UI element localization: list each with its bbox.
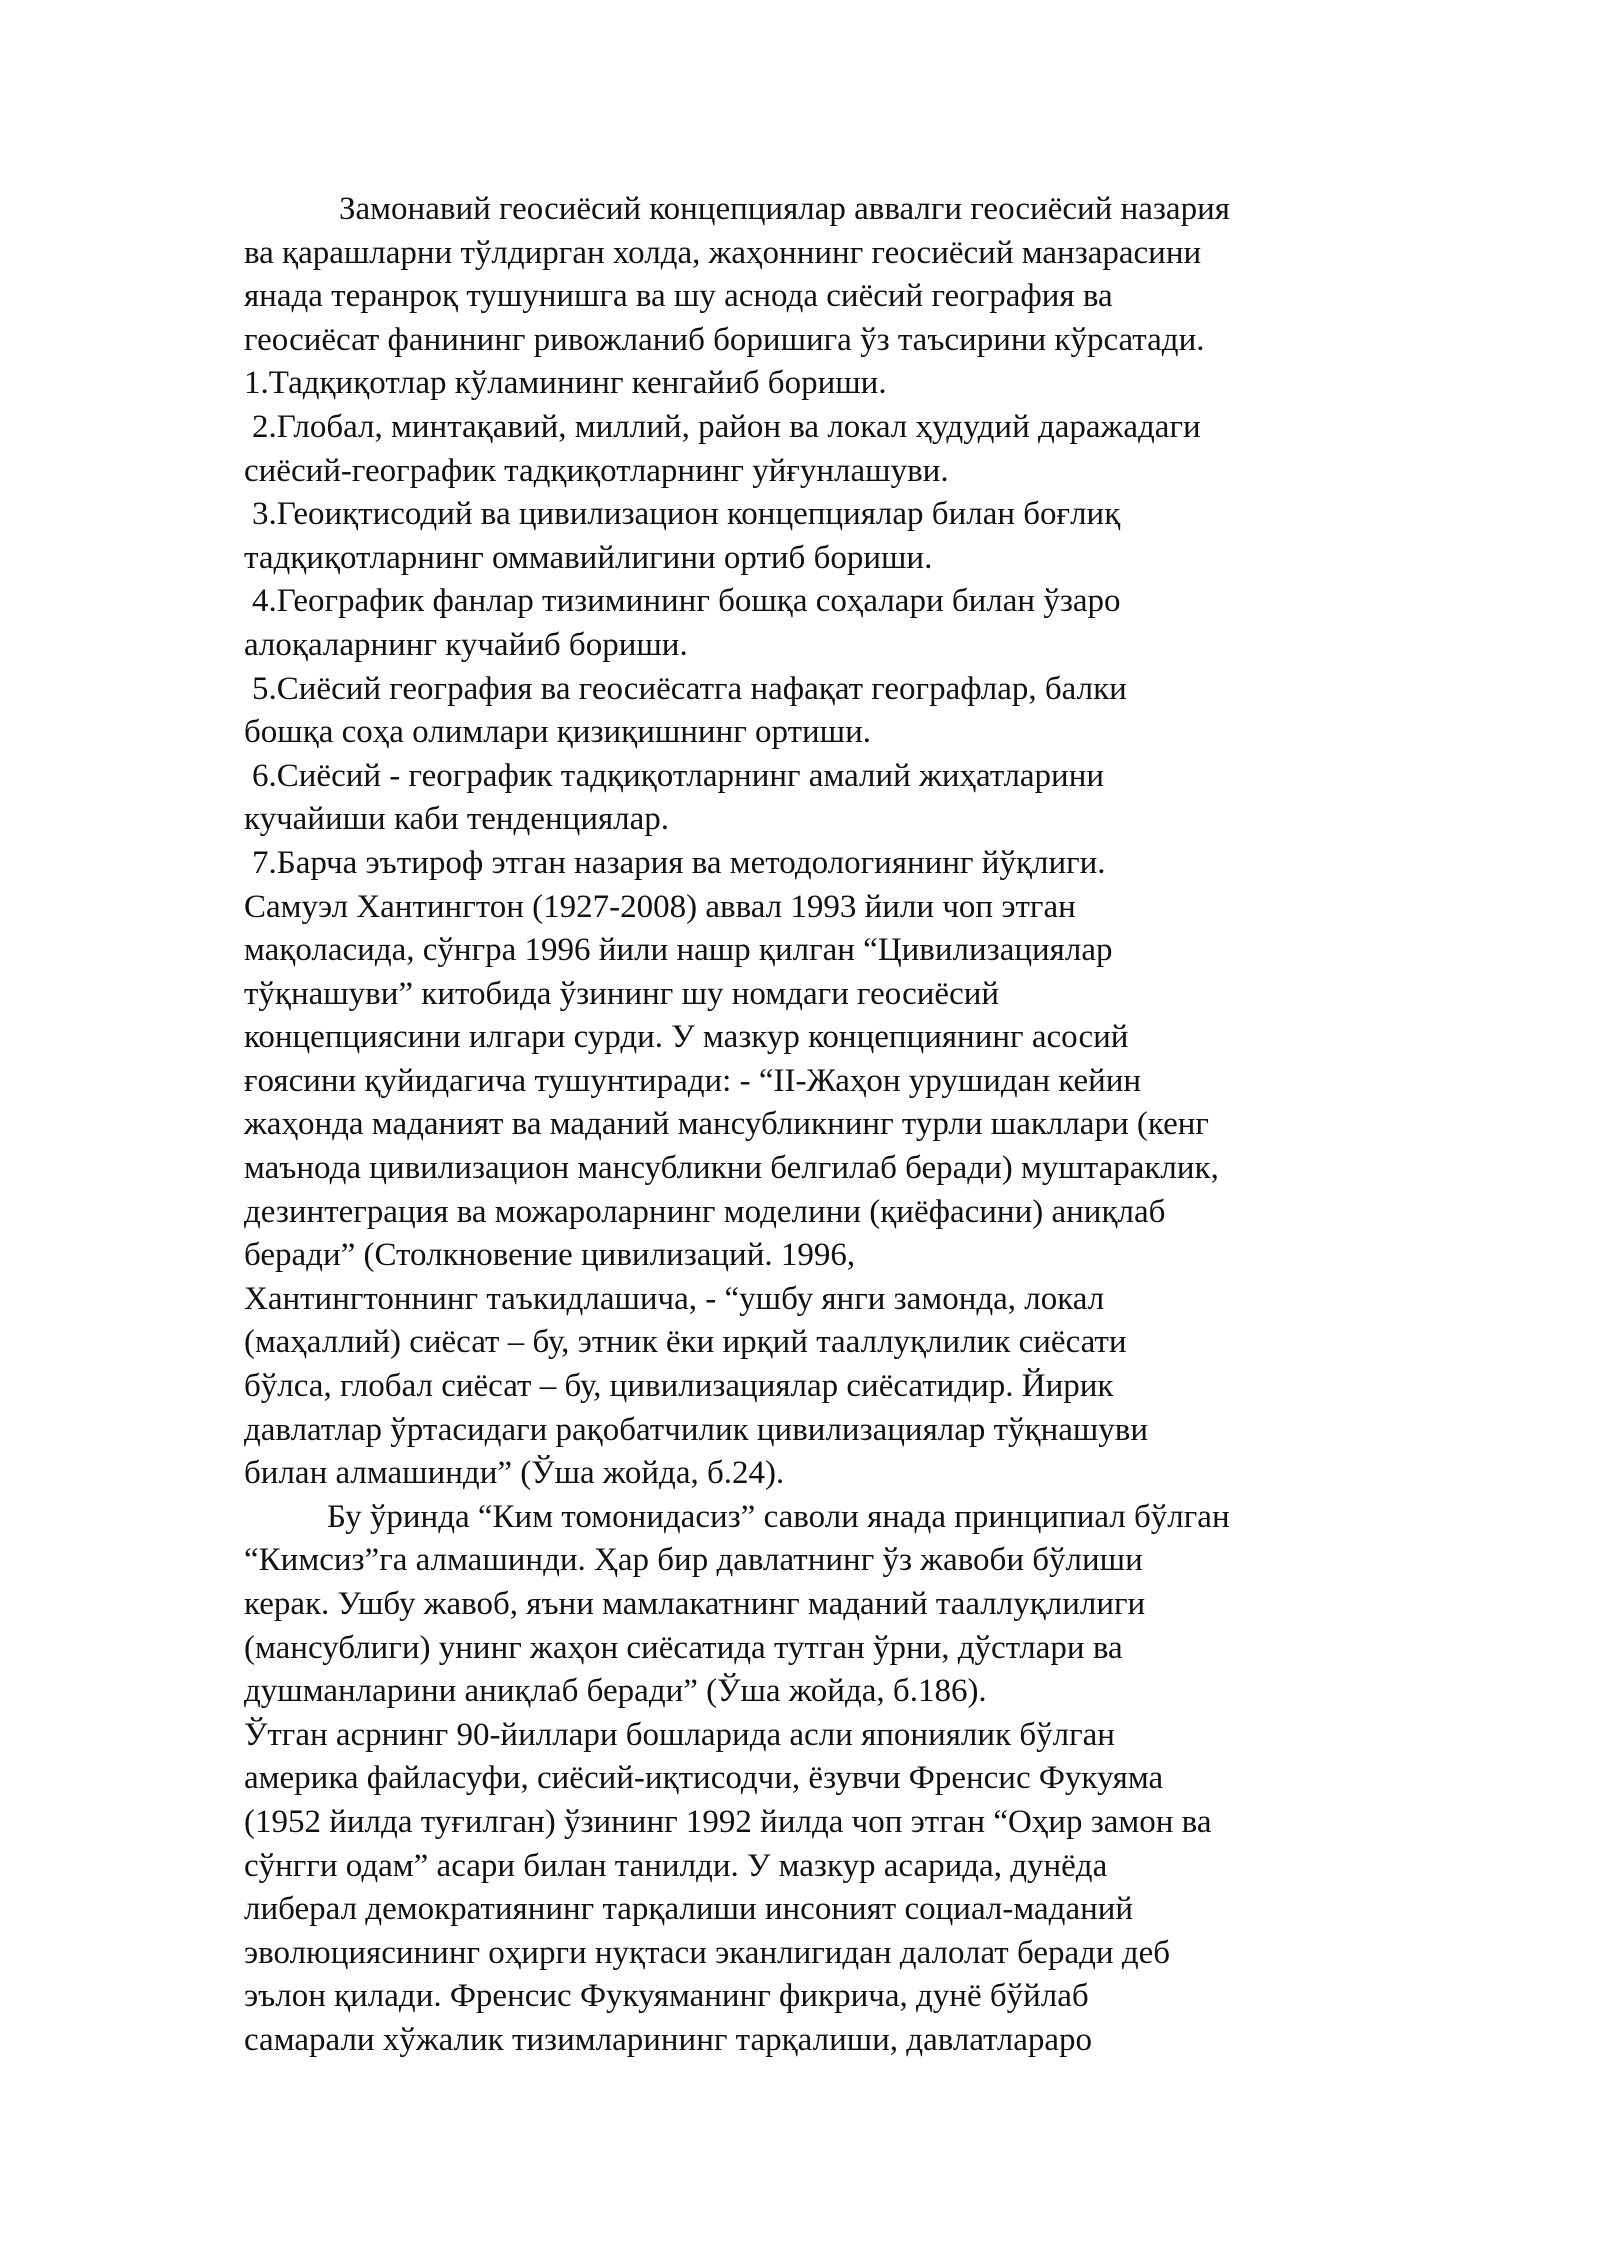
paragraph-3-line-1: 2.Глобал, минтақавий, миллий, район ва локал ҳудудий даражадаги xyxy=(252,408,1201,445)
paragraph-11-line-4: сўнгги одам” асари билан танилди. У мазкур асарида, дунёда xyxy=(244,1847,1108,1884)
paragraph-11-line-2: америка файласуфи, сиёсий-иқтисодчи, ёзувчи Френсис Фукуяма xyxy=(244,1760,1164,1797)
paragraph-11-line-8: самарали хўжалик тизимларининг тарқалиши, давлатлараро xyxy=(244,2021,1093,2058)
paragraph-9-line-12: бўлса, глобал сиёсат – бу, цивилизациялар сиёсатидир. Йирик xyxy=(244,1368,1114,1405)
paragraph-7-line-1: 6.Сиёсий - географик тадқиқотларнинг амалий жиҳатларини xyxy=(252,757,1105,794)
paragraph-10-line-3: керак. Ушбу жавоб, яъни мамлакатнинг маданий тааллуқлилиги xyxy=(244,1586,1146,1622)
paragraph-6-line-1: 5.Сиёсий география ва геосиёсатга нафақат географлар, балки xyxy=(252,670,1127,707)
paragraph-1-line-2: ва қарашларни тўлдирган холда, жаҳоннинг геосиёсий манзарасини xyxy=(244,234,1202,271)
paragraph-9-line-14: билан алмашинди” (Ўша жойда, б.24). xyxy=(244,1455,785,1492)
paragraph-10-line-2: “Кимсиз”га алмашинди. Ҳар бир давлатнинг ўз жавоби бўлиши xyxy=(244,1542,1143,1579)
paragraph-6-line-2: бошқа соҳа олимлари қизиқишнинг ортиши. xyxy=(244,714,871,751)
paragraph-10-line-4: (мансублиги) унинг жаҳон сиёсатида тутган ўрни, дўстлари ва xyxy=(244,1629,1123,1666)
paragraph-9-line-2: мақоласида, сўнгра 1996 йили нашр қилган “Цивилизациялар xyxy=(244,932,1113,969)
paragraph-9-line-6: жаҳонда маданият ва маданий мансубликнинг турли шакллари (кенг xyxy=(244,1106,1209,1143)
paragraph-9-line-5: ғоясини қуйидагича тушунтиради: - “II-Жаҳон урушидан кейин xyxy=(244,1062,1142,1099)
paragraph-9-line-1: Самуэл Хантингтон (1927-2008) аввал 1993 йили чоп этган xyxy=(244,888,1076,925)
paragraph-1-line-3: янада теранроқ тушунишга ва шу аснода сиёсий география ва xyxy=(244,278,1113,315)
paragraph-9-line-8: дезинтеграция ва можароларнинг моделини (қиёфасини) аниқлаб xyxy=(244,1193,1166,1230)
paragraph-3-line-2: сиёсий-географик тадқиқотларнинг уйғунлашуви. xyxy=(244,452,949,489)
paragraph-11-line-1: Ўтган асрнинг 90-йиллари бошларида асли япониялик бўлган xyxy=(244,1716,1115,1753)
paragraph-1-line-1: Замонавий геосиёсий концепциялар аввалги геосиёсий назария xyxy=(339,191,1230,227)
paragraph-9-line-4: концепциясини илгари сурди. У мазкур концепциянинг асосий xyxy=(244,1019,1129,1056)
paragraph-9-line-10: Хантингтоннинг таъкидлашича, - “ушбу янги замонда, локал xyxy=(244,1280,1105,1317)
paragraph-11-line-5: либерал демократиянинг тарқалиши инсоният социал-маданий xyxy=(244,1891,1134,1928)
paragraph-11-line-7: эълон қилади. Френсис Фукуяманинг фикрича, дунё бўйлаб xyxy=(244,1978,1089,2015)
paragraph-7-line-2: кучайиши каби тенденциялар. xyxy=(244,801,670,838)
paragraph-5-line-1: 4.Географик фанлар тизимининг бошқа соҳалари билан ўзаро xyxy=(252,583,1121,620)
paragraph-9-line-13: давлатлар ўртасидаги рақобатчилик цивилизациялар тўқнашуви xyxy=(244,1411,1149,1448)
paragraph-4-line-2: тадқиқотларнинг оммавийлигини ортиб бориши. xyxy=(244,539,933,576)
paragraph-1-line-4: геосиёсат фанининг ривожланиб боришига ўз таъсирини кўрсатади. xyxy=(244,321,1205,358)
paragraph-9-line-9: беради” (Столкновение цивилизаций. 1996, xyxy=(244,1237,856,1274)
paragraph-2-line-1: 1.Тадқиқотлар кўламининг кенгайиб бориши. xyxy=(244,365,887,402)
paragraph-9-line-3: тўқнашуви” китобида ўзининг шу номдаги геосиёсий xyxy=(244,975,1000,1012)
paragraph-10-line-1: Бу ўринда “Ким томонидасиз” саволи янада принципиал бўлган xyxy=(327,1498,1230,1535)
paragraph-9-line-11: (маҳаллий) сиёсат – бу, этник ёки ирқий тааллуқлилик сиёсати xyxy=(244,1324,1127,1361)
paragraph-5-line-2: алоқаларнинг кучайиб бориши. xyxy=(244,626,688,663)
paragraph-9-line-7: маънода цивилизацион мансубликни белгилаб беради) муштараклик, xyxy=(244,1150,1219,1187)
paragraph-8-line-1: 7.Барча эътироф этган назария ва методологиянинг йўқлиги. xyxy=(252,844,1106,881)
paragraph-4-line-1: 3.Геоиқтисодий ва цивилизацион концепциялар билан боғлиқ xyxy=(252,496,1121,533)
document-page xyxy=(244,188,1394,2063)
paragraph-10-line-5: душманларини аниқлаб беради” (Ўша жойда, б.186). xyxy=(244,1673,987,1710)
paragraph-11-line-6: эволюциясининг оҳирги нуқтаси эканлигидан далолат беради деб xyxy=(244,1934,1171,1971)
paragraph-11-line-3: (1952 йилда туғилган) ўзининг 1992 йилда чоп этган “Оҳир замон ва xyxy=(244,1803,1212,1840)
